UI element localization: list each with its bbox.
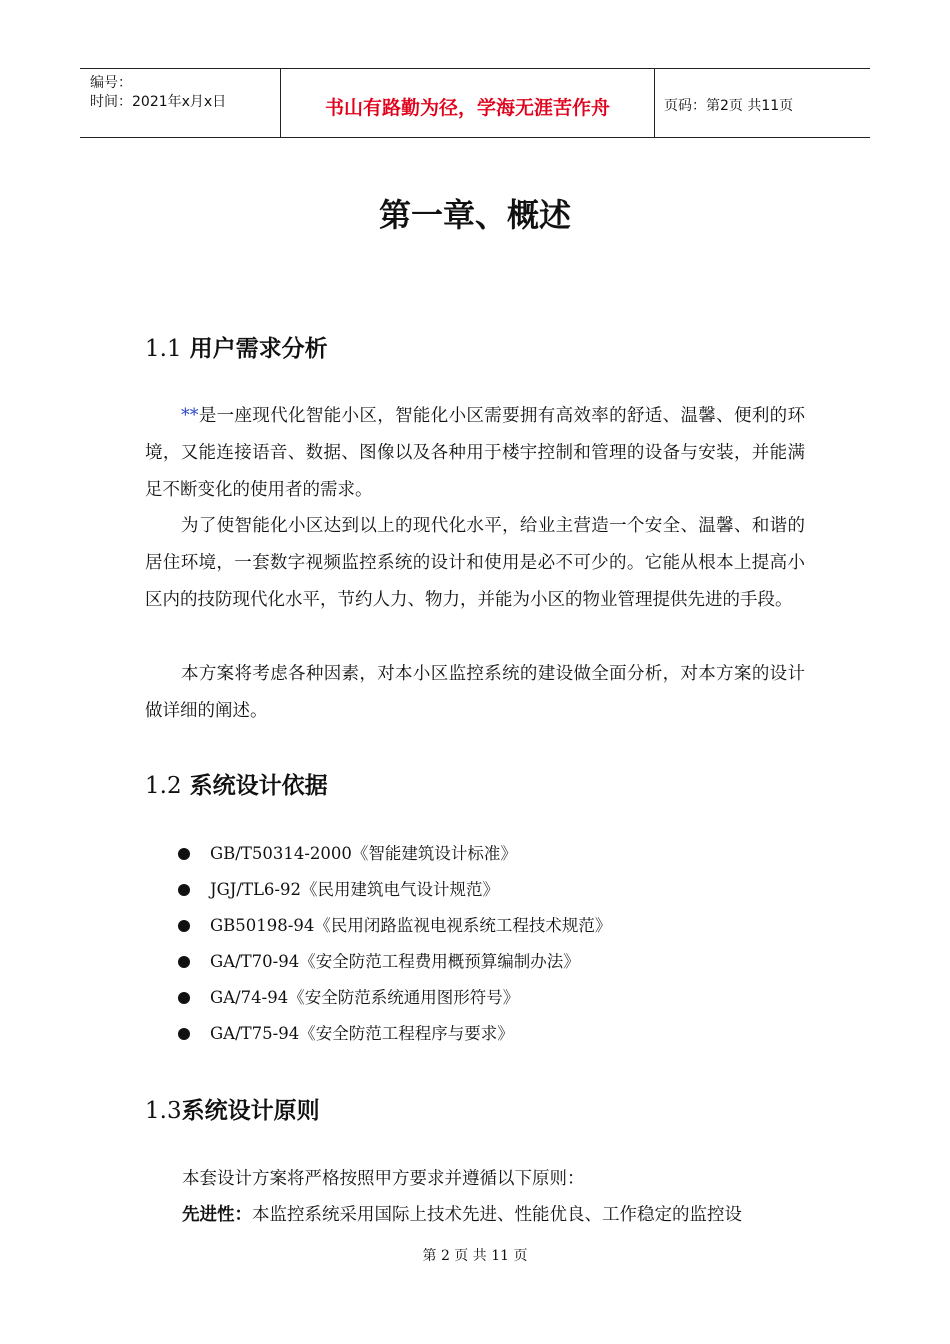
list-item xyxy=(178,872,611,908)
list-item xyxy=(178,836,611,872)
list-item xyxy=(178,980,611,1016)
code-label: 编号： xyxy=(90,75,132,91)
principle-text: 本监控系统采用国际上技术先进、性能优良、工作稳定的监控设 xyxy=(252,1205,742,1225)
paragraph-text: 是一座现代化智能小区，智能化小区需要拥有高效率的舒适、温馨、便利的环境，又能连接语音、数据、图像以及各种用于楼宇控制和管理的设备与安装，并能满足不断变化的使用者的需求。 xyxy=(145,406,805,500)
header-left-cell xyxy=(80,69,280,137)
section-title: 用户需求分析 xyxy=(189,336,328,362)
document-header xyxy=(80,68,870,138)
chapter-title: 第一章、概述 xyxy=(378,196,571,234)
bullet-icon xyxy=(178,848,190,860)
list-item-text: GA/T70-94《安全防范工程费用概预算编制办法》 xyxy=(210,952,580,971)
time-label: 时间：2021年x月x日 xyxy=(90,94,227,110)
list-item xyxy=(178,944,611,980)
section-heading-1-2 xyxy=(145,767,328,800)
list-item xyxy=(178,1016,611,1052)
list-item-text: JGJ/TL6-92《民用建筑电气设计规范》 xyxy=(210,880,499,899)
list-item xyxy=(178,908,611,944)
paragraph-2: 为了使智能化小区达到以上的现代化水平，给业主营造一个安全、温馨、和谐的居住环境，一套数字视频监控系统的设计和使用是必不可少的。它能从根本上提高小区内的技防现代化水平，节约人力、物力，并能为小区的物业管理提供先进的手段。 xyxy=(145,516,805,610)
section-number: 1.2 xyxy=(145,773,182,799)
section-number: 1.3 xyxy=(145,1098,182,1124)
section-heading-1-3 xyxy=(145,1092,320,1125)
principle-label: 先进性： xyxy=(182,1205,252,1225)
paragraph-1 xyxy=(145,398,805,509)
header-page-info: 页码：第2页 共11页 xyxy=(664,98,794,114)
principle-advanced xyxy=(182,1201,742,1226)
page-footer: 第 2 页 共 11 页 xyxy=(422,1248,528,1264)
list-item-text: GA/T75-94《安全防范工程程序与要求》 xyxy=(210,1024,514,1043)
standards-list xyxy=(178,836,611,1052)
bullet-icon xyxy=(178,992,190,1004)
paragraph-3: 本方案将考虑各种因素，对本小区监控系统的建设做全面分析，对本方案的设计做详细的阐述。 xyxy=(145,664,805,721)
section-number: 1.1 xyxy=(145,336,182,362)
bullet-icon xyxy=(178,920,190,932)
principles-intro: 本套设计方案将严格按照甲方要求并遵循以下原则： xyxy=(182,1169,585,1189)
bullet-icon xyxy=(178,884,190,896)
header-page-cell xyxy=(654,69,870,137)
header-motto-cell xyxy=(280,69,655,137)
list-item-text: GB/T50314-2000《智能建筑设计标准》 xyxy=(210,844,517,863)
list-item-text: GB50198-94《民用闭路监视电视系统工程技术规范》 xyxy=(210,916,612,935)
header-motto: 书山有路勤为径，学海无涯苦作舟 xyxy=(324,97,610,119)
bullet-icon xyxy=(178,956,190,968)
bullet-icon xyxy=(178,1028,190,1040)
placeholder-stars: ** xyxy=(181,406,199,426)
section-heading-1-1 xyxy=(145,330,328,363)
list-item-text: GA/74-94《安全防范系统通用图形符号》 xyxy=(210,988,520,1007)
section-title: 系统设计原则 xyxy=(181,1098,320,1124)
section-title: 系统设计依据 xyxy=(189,773,328,799)
